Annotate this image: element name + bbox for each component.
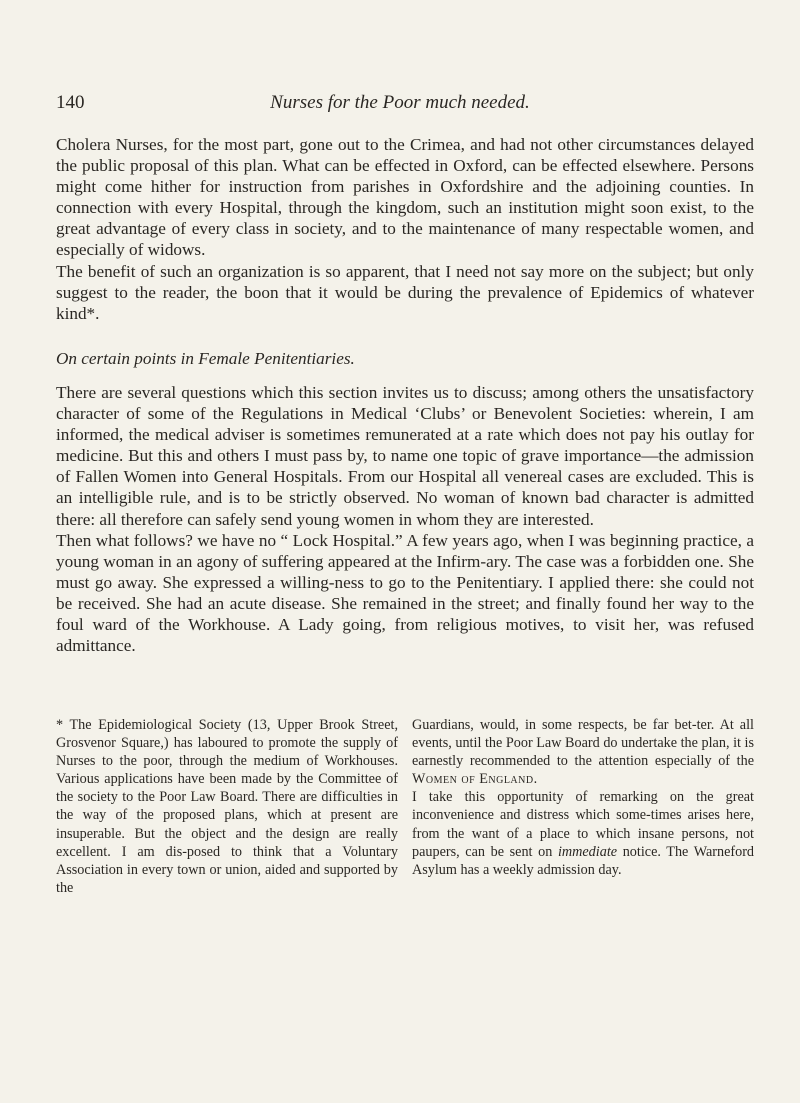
section-heading: On certain points in Female Penitentiaries. — [56, 348, 355, 368]
footnote-text — [412, 788, 754, 878]
main-text — [56, 134, 754, 656]
small-caps-text: Women of England. — [412, 771, 538, 788]
paragraph: The benefit of such an organization is so apparent, that I need not say more on the subject; but only suggest to the reader, the boon that it would be during the prevalence of Epidemics of whatever kind*. — [56, 261, 754, 323]
page-header — [42, 92, 758, 118]
footnote-text — [412, 716, 754, 788]
footnote — [56, 716, 754, 897]
footnote-text-part: notice. The Warneford Asylum has a weekly admission day. — [412, 843, 755, 878]
paragraph: Cholera Nurses, for the most part, gone out to the Crimea, and had not other circumstances delayed the public proposal of this plan. What can be effected in Oxford, can be effected elsewhere. Persons might come hither for instruction from parishes in Oxfordshire and the adjoining counties. In connection with every Hospital, through the kingdom, such an institution might soon exist, to the great advantage of every class in society, and to the maintenance of many respectable women, and especially of widows. — [56, 135, 754, 260]
footnote-text-part: I take this opportunity of remarking on the great inconvenience and distress which some-times arises here, from the want of a place to which insane persons, not paupers, can be sent on — [412, 789, 754, 860]
footnote-column-right — [412, 716, 754, 897]
paragraph: Then what follows? we have no “ Lock Hospital.” A few years ago, when I was beginning practice, a young woman in an agony of suffering appeared at the Infirm-ary. The case was a forbidden one. She must go away. She expressed a willing-ness to go to the Penitentiary. I applied there: she could not be received. She had an acute disease. She remained in the street; and finally found her way to the foul ward of the Workhouse. A Lady going, from religious motives, to visit her, was refused admittance. — [56, 530, 754, 656]
paragraph: There are several questions which this section invites us to discuss; among others the unsatisfactory character of some of the Regulations in Medical ‘Clubs’ or Benevolent Societies: wherein, I am informed, the medical adviser is sometimes remunerated at a rate which does not pay his outlay for medicine. But this and others I must pass by, to name one topic of grave importance—the admission of Fallen Women into General Hospitals. From our Hospital all venereal cases are excluded. This is an intelligible rule, and is to be strictly observed. No woman of known bad character is admitted there: all therefore can safely send young women in whom they are interested. — [56, 382, 754, 529]
footnote-text-part: Guardians, would, in some respects, be far bet-ter. At all events, until the Poor Law Board do undertake the plan, it is earnestly recommended to the attention especially of the — [412, 717, 754, 770]
italic-text: immediate — [557, 843, 618, 860]
footnote-text: * The Epidemiological Society (13, Upper Brook Street, Grosvenor Square,) has laboured to promote the supply of Nurses to the poor, through the medium of Workhouses. Various applications have been made by the Committee of the society to the Poor Law Board. There are difficulties in the way of the proposed plans, which at present are insuperable. But the object and the design are really excellent. I am dis-posed to think that a Voluntary Association in every town or union, aided and supported by the — [56, 717, 398, 896]
footnote-column-left — [56, 716, 398, 897]
page-number: 140 — [56, 92, 85, 113]
running-title: Nurses for the Poor much needed. — [270, 92, 530, 113]
